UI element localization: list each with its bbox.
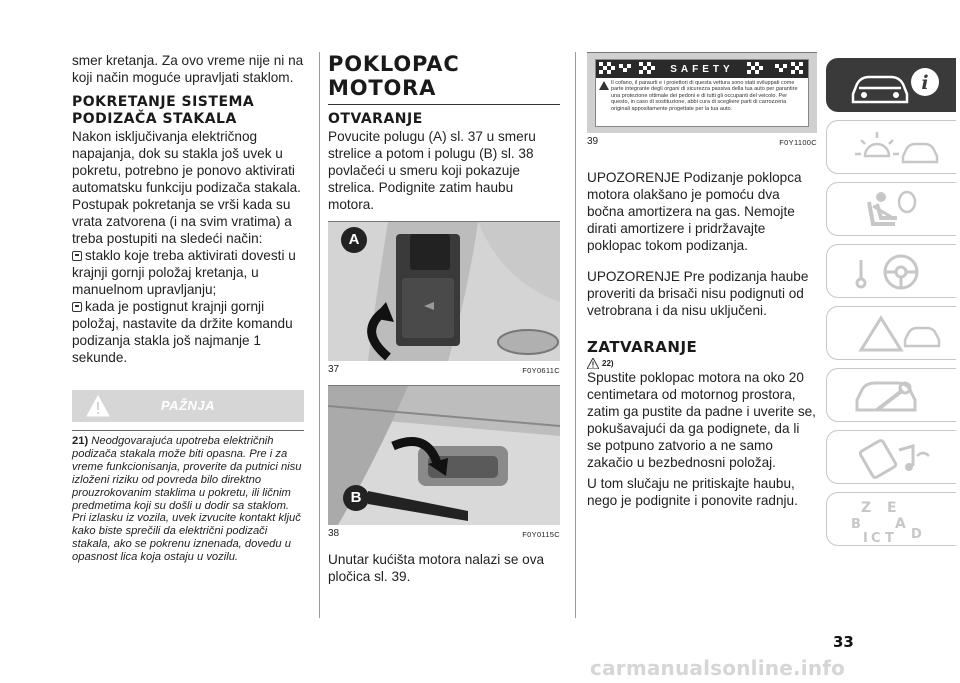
warning-body <box>72 430 304 564</box>
checkered-flag-icon <box>747 62 805 76</box>
subheading-closing: ZATVARANJE <box>587 338 698 356</box>
wiper-warning: UPOZORENJE Pre podizanja haube proveriti da brisači nisu podignuti od vetrobrana i da nisu uključeni. <box>587 269 809 318</box>
index-letter: Z <box>861 500 872 516</box>
column-separator <box>319 52 320 618</box>
safety-plate <box>595 59 809 127</box>
checkered-flag-icon <box>599 62 657 76</box>
tab-multimedia[interactable] <box>826 430 956 484</box>
middle-column <box>328 52 560 585</box>
tab-steering-wheel[interactable] <box>826 244 956 298</box>
index-letter: C <box>871 531 881 542</box>
bullet-item: kada je postignut krajnji gornji položaj, nastavite da držite komandu podizanja stakla još najmanje 1 sekunde. <box>72 299 293 365</box>
tab-emergency[interactable] <box>826 306 956 360</box>
callout-label-b: B <box>350 489 362 506</box>
warning-banner <box>72 390 304 422</box>
warning-triangle-icon <box>599 81 609 90</box>
closing-paragraph: Spustite poklopac motora na oko 20 centimetara od motornog prostora, zatim ga pustite da padne i uverite se, pokušavajući da ga podignete, da li se potpuno zatvorio a ne samo zakačio u bezbednosni položaj. <box>587 370 816 470</box>
intro-text: smer kretanja. Za ovo vreme nije ni na koji način moguće upravljati staklom. <box>72 53 304 85</box>
figure-code: F0Y0115C <box>522 530 560 539</box>
opening-paragraph: Povucite polugu (A) sl. 37 u smeru strelice a potom i polugu (B) sl. 38 povlačeći u smeru koji pokazuje strelica. Podignite zatim haubu motora. <box>328 129 536 212</box>
note-reference: 22) <box>602 359 614 368</box>
chapter-tabs <box>826 58 956 554</box>
index-letter: A <box>895 516 906 532</box>
steering-wheel-icon <box>847 250 943 294</box>
figure-number: 37 <box>328 364 340 375</box>
right-column <box>587 52 817 509</box>
figure-caption <box>328 528 560 539</box>
checkbox-bullet-icon <box>72 251 82 261</box>
dashboard-lights-icon <box>847 126 943 170</box>
safety-plate-text: Il cofano, il paraurti e i proiettori di questa vettura sono stati sviluppati come parte integrante degli organi di sicurezza passiva della tua auto per garantire una protezione ottimale dei pedoni e di tutti gli occupanti del veicolo. Per questo, in caso di sostituzione, abbi cura di scegliere parti di carrozzeria originali appositamente progettate per la tua auto. <box>611 80 798 112</box>
tab-maintenance[interactable] <box>826 368 956 422</box>
gas-strut-warning: UPOZORENJE Podizanje poklopca motora olakšano je pomoću dva bočna amortizera na gas. Nemojte dirati amortizere i pridržavajte poklopac tokom podizanja. <box>587 170 802 253</box>
index-letter: D <box>911 527 922 542</box>
engine-plate-paragraph: Unutar kućišta motora nalazi se ova pločica sl. 39. <box>328 552 545 584</box>
subheading-opening: OTVARANJE <box>328 111 423 127</box>
column-separator <box>575 52 576 618</box>
safety-header <box>596 60 808 78</box>
index-letter: E <box>887 500 897 516</box>
index-letter: T <box>885 531 894 542</box>
page-number: 33 <box>833 633 854 651</box>
figure-caption <box>328 364 560 375</box>
svg-text:i: i <box>921 72 929 94</box>
figure-caption <box>587 136 817 147</box>
figure-code: F0Y1100C <box>779 138 817 147</box>
tab-dashboard-lights[interactable] <box>826 120 956 174</box>
figure-code: F0Y0611C <box>522 366 560 375</box>
car-maintenance-icon <box>847 374 943 418</box>
figure-number: 38 <box>328 528 340 539</box>
bullet-item: staklo koje treba aktivirati dovesti u krajnji gornji položaj kretanja, u manuelnom upravljanju; <box>72 248 296 297</box>
page-title: POKLOPAC MOTORA <box>328 52 460 100</box>
checkbox-bullet-icon <box>72 302 82 312</box>
section-heading-window-system: POKRETANJE SISTEMA PODIZAČA STAKALA <box>72 94 255 127</box>
figure-39-safety-plate <box>587 53 817 133</box>
index-letter: B <box>851 517 861 532</box>
window-reset-paragraph: Nakon isključivanja električnog napajanja, dok su stakla još uvek u pokretu, potrebno je ponovo aktivirati automatsku funkciju podizača stakala. Postupak pokretanja se vrši kada su vrata zatvorena (i na svim vratima) a treba postupiti na sledeći način: <box>72 129 301 246</box>
tab-car-info[interactable] <box>826 58 956 112</box>
alphabet-index-icon <box>847 498 943 542</box>
warning-text: Neodgovarajuća upotreba električnih podizača stakala može biti opasna. Pre i za vreme funkcionisanja, proverite da putnici nisu izloženi riziku od povreda bilo direktno prouzrokovanim staklima u pokretu, ili ličnim predmetima koji su došli u dodir sa staklom. Pri izlasku iz vozila, uvek izvucite kontakt ključ kako biste sprečili da električni podizači stakala, ako se pokrenu iznenada, dovedu u opasnost lica koja ostaju u vozilu. <box>72 435 302 564</box>
left-column <box>72 52 304 564</box>
warning-title: PAŽNJA <box>160 398 216 413</box>
phone-media-icon <box>847 436 943 480</box>
car-info-icon <box>847 64 943 108</box>
warning-triangle-icon <box>847 312 943 356</box>
warning-number: 21) <box>72 435 89 447</box>
closing-note-paragraph: U tom slučaju ne pritiskajte haubu, nego je podignite i ponovite radnju. <box>587 476 798 508</box>
figure-37-lever-a <box>328 222 560 361</box>
figure-number: 39 <box>587 136 599 147</box>
watermark: carmanualsonline.info <box>590 656 846 680</box>
callout-label-a: A <box>348 231 360 248</box>
figure-38-lever-b <box>328 386 560 525</box>
title-rule <box>328 104 560 105</box>
tab-index[interactable] <box>826 492 956 546</box>
index-letter: I <box>863 531 868 542</box>
airbag-seat-icon <box>847 188 943 232</box>
safety-label: SAFETY <box>670 63 734 75</box>
tab-airbag-seat[interactable] <box>826 182 956 236</box>
warning-triangle-icon <box>587 358 599 369</box>
hood-lever-a-illustration <box>328 222 560 361</box>
